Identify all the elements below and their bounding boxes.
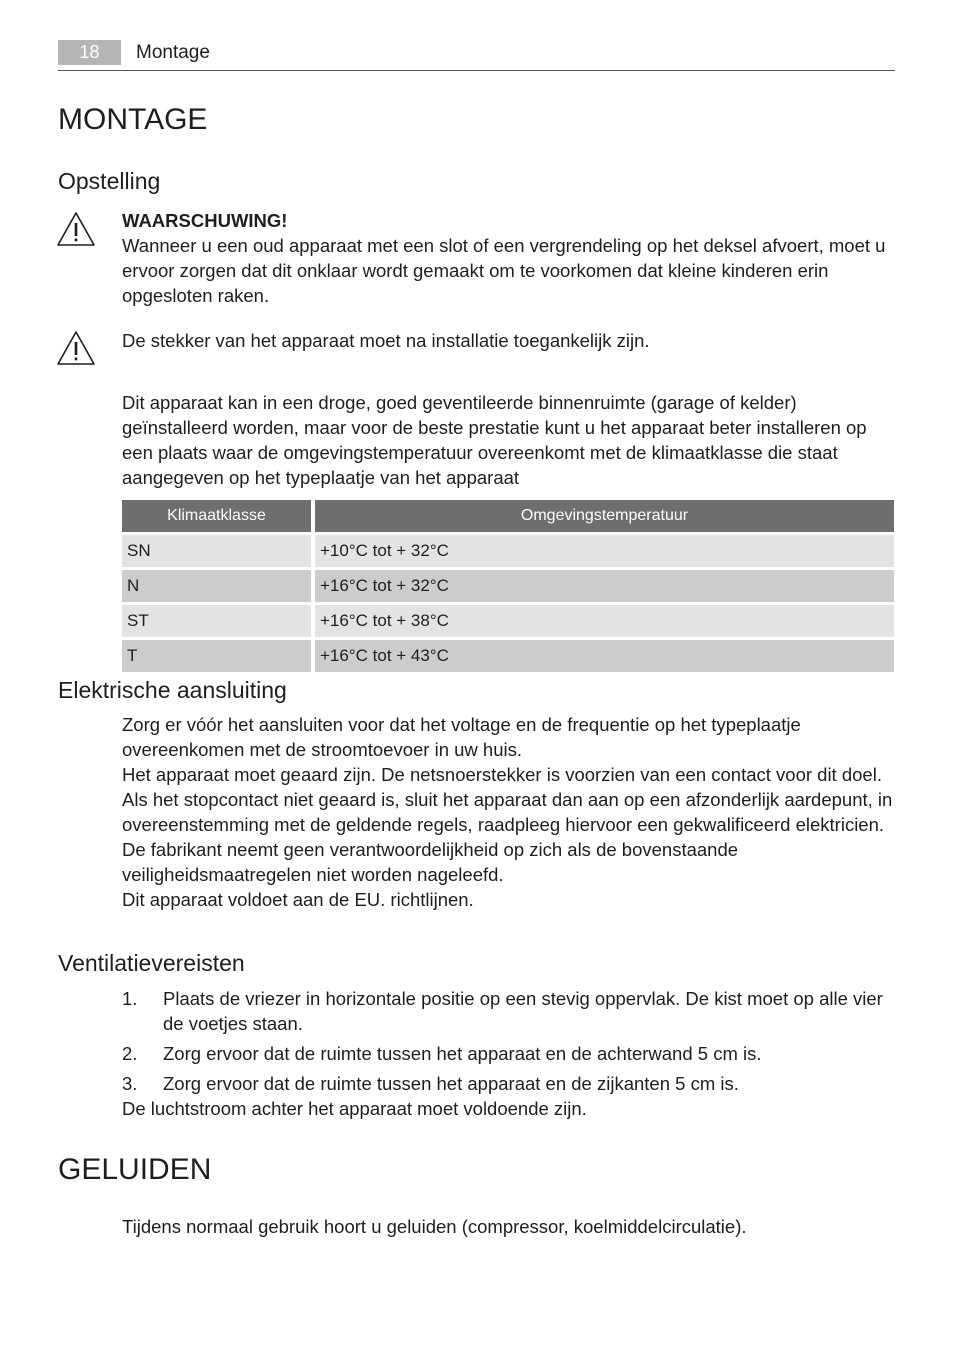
list-number: 3. <box>122 1073 138 1094</box>
header-section-title: Montage <box>136 42 210 63</box>
table-cell-temperature: +16°C tot + 43°C <box>315 640 894 672</box>
table-header-omgevingstemperatuur: Omgevingstemperatuur <box>315 500 894 532</box>
opstelling-heading: Opstelling <box>58 168 161 194</box>
elektrisch-body <box>122 712 894 912</box>
table-row <box>122 640 894 672</box>
table-cell-temperature: +16°C tot + 32°C <box>315 570 894 602</box>
list-item <box>122 1071 894 1096</box>
list-number: 2. <box>122 1043 138 1064</box>
warning-text-1: Wanneer u een oud apparaat met een slot of een vergrendeling op het deksel afvoert, moet u ervoor zorgen dat dit onklaar wordt gemaakt om te voorkomen dat kleine kinderen erin opgesloten raken. <box>122 235 886 306</box>
table-header-klimaatklasse: Klimaatklasse <box>122 500 315 532</box>
geluiden-text: Tijdens normaal gebruik hoort u geluiden (compressor, koelmiddelcirculatie). <box>122 1216 747 1237</box>
table-cell-temperature: +10°C tot + 32°C <box>315 535 894 567</box>
table-cell-class: T <box>122 640 315 672</box>
warning-triangle-icon <box>56 211 96 247</box>
table-row <box>122 570 894 602</box>
opstelling-intro <box>122 390 894 490</box>
list-text: Zorg ervoor dat de ruimte tussen het apparaat en de achterwand 5 cm is. <box>163 1043 762 1064</box>
table-row <box>122 535 894 567</box>
list-text: Zorg ervoor dat de ruimte tussen het apparaat en de zijkanten 5 cm is. <box>163 1073 739 1094</box>
elektrisch-paragraph: Dit apparaat voldoet aan de EU. richtlijnen. <box>122 889 474 910</box>
ventilatie-heading: Ventilatievereisten <box>58 950 245 976</box>
list-text: Plaats de vriezer in horizontale positie op een stevig oppervlak. De kist moet op alle vier de voetjes staan. <box>163 988 883 1034</box>
warning-triangle-icon <box>56 330 96 366</box>
ventilatie-steps <box>122 986 894 1121</box>
geluiden-body <box>122 1214 894 1239</box>
page-header <box>58 40 895 71</box>
elektrisch-paragraph: De fabrikant neemt geen verantwoordelijkheid op zich als de bovenstaande veiligheidsmaatregelen niet worden nageleefd. <box>122 839 739 885</box>
warning-label: WAARSCHUWING! <box>122 210 288 231</box>
page-number: 18 <box>58 40 121 65</box>
geluiden-title: GELUIDEN <box>58 1153 212 1186</box>
warning-block-2 <box>122 328 894 353</box>
montage-title: MONTAGE <box>58 103 208 136</box>
elektrisch-paragraph: Zorg er vóór het aansluiten voor dat het voltage en de frequentie op het typeplaatje overeenkomen met de stroomtoevoer in uw huis. <box>122 714 801 760</box>
table-cell-class: SN <box>122 535 315 567</box>
elektrisch-heading: Elektrische aansluiting <box>58 677 287 703</box>
climate-class-table <box>122 497 894 675</box>
list-item <box>122 1041 894 1066</box>
table-cell-class: N <box>122 570 315 602</box>
table-cell-temperature: +16°C tot + 38°C <box>315 605 894 637</box>
warning-text-2: De stekker van het apparaat moet na installatie toegankelijk zijn. <box>122 330 650 351</box>
list-number: 1. <box>122 988 138 1009</box>
intro-text: Dit apparaat kan in een droge, goed geventileerde binnenruimte (garage of kelder) geïnstalleerd worden, maar voor de beste prestatie kunt u het apparaat beter installeren op een plaats waar de omgevingstemperatuur overeenkomt met de klimaatklasse die staat aangegeven op het typeplaatje van het apparaat <box>122 392 867 488</box>
warning-block-1 <box>122 208 894 308</box>
table-row <box>122 605 894 637</box>
ventilatie-note: De luchtstroom achter het apparaat moet voldoende zijn. <box>122 1098 587 1119</box>
elektrisch-paragraph: Het apparaat moet geaard zijn. De netsnoerstekker is voorzien van een contact voor dit doel. Als het stopcontact niet geaard is, sluit het apparaat dan aan op een afzonderlijk aardepunt, in overeenstemming met de geldende regels, raadpleeg hiervoor een gekwalificeerd elektricien. <box>122 764 893 835</box>
list-item <box>122 986 894 1036</box>
table-cell-class: ST <box>122 605 315 637</box>
